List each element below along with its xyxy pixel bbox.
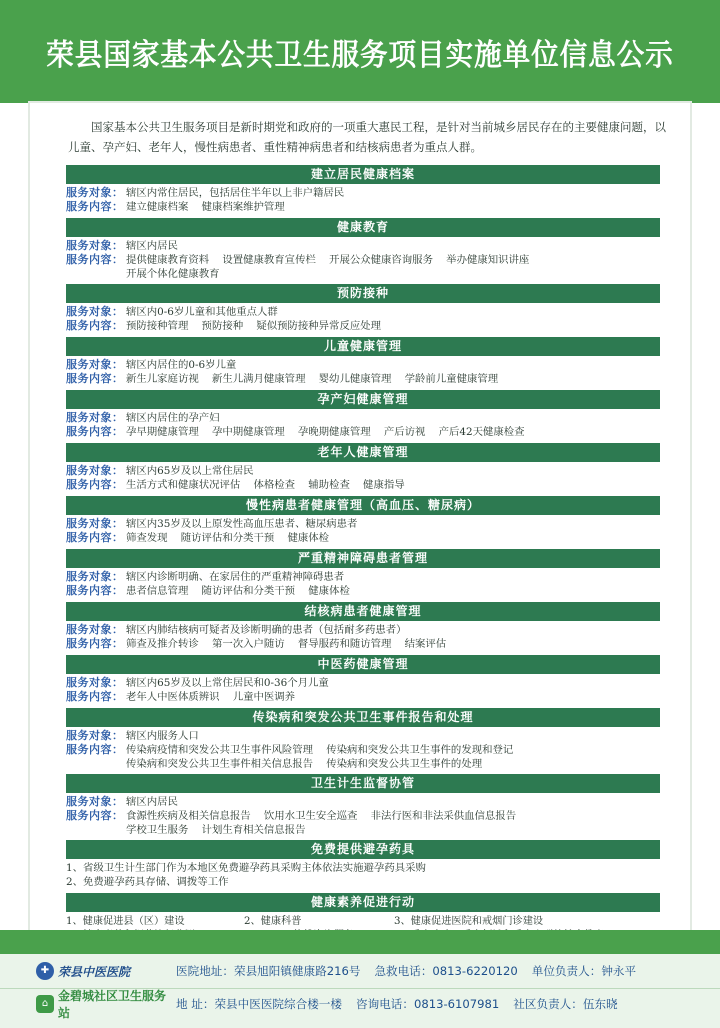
service-object-label: 服务对象： bbox=[66, 186, 124, 199]
center-logo-text: 金碧城社区卫生服务站 bbox=[58, 988, 167, 1020]
service-content-text: 老年人中医体质辨识 儿童中医调养 bbox=[126, 691, 296, 703]
section-header: 预防接种 bbox=[66, 284, 660, 303]
service-object-label: 服务对象： bbox=[66, 570, 124, 583]
section-body bbox=[66, 237, 660, 284]
service-object-label: 服务对象： bbox=[66, 517, 124, 530]
service-content-row bbox=[66, 372, 660, 386]
service-content-text: 预防接种管理 预防接种 疑似预防接种异常反应处理 bbox=[126, 320, 382, 332]
service-content-row bbox=[66, 531, 660, 545]
service-content-text: 建立健康档案 健康档案维护管理 bbox=[126, 201, 285, 213]
center-address: 地 址：荣县中医医院综合楼一楼 bbox=[176, 996, 342, 1011]
section-header: 结核病患者健康管理 bbox=[66, 602, 660, 621]
section-body bbox=[66, 621, 660, 655]
service-object-row bbox=[66, 239, 660, 253]
service-section bbox=[66, 284, 660, 337]
service-content-label: 服务内容： bbox=[66, 425, 124, 438]
service-section bbox=[66, 443, 660, 496]
service-section bbox=[66, 655, 660, 708]
health-literacy-item: 2、健康科普 bbox=[244, 916, 302, 927]
service-content-label: 服务内容： bbox=[66, 809, 124, 822]
service-object-text: 辖区内常住居民，包括居住半年以上非户籍居民 bbox=[126, 187, 345, 199]
center-logo-icon: ⌂ bbox=[36, 995, 54, 1013]
hospital-logo-text: 荣县中医医院 bbox=[58, 964, 131, 979]
service-object-label: 服务对象： bbox=[66, 411, 124, 424]
service-section bbox=[66, 218, 660, 284]
section-body bbox=[66, 515, 660, 549]
service-object-row bbox=[66, 517, 660, 531]
service-object-text: 辖区内服务人口 bbox=[126, 730, 199, 742]
service-object-row bbox=[66, 305, 660, 319]
center-info-row bbox=[0, 988, 720, 1018]
service-object-text: 辖区内35岁及以上原发性高血压患者、糖尿病患者 bbox=[126, 518, 358, 530]
section-body bbox=[66, 409, 660, 443]
service-content-row bbox=[66, 425, 660, 439]
service-section bbox=[66, 165, 660, 218]
service-object-row bbox=[66, 729, 660, 743]
service-object-label: 服务对象： bbox=[66, 729, 124, 742]
service-object-label: 服务对象： bbox=[66, 464, 124, 477]
service-content-label: 服务内容： bbox=[66, 743, 124, 756]
section-body bbox=[66, 859, 660, 893]
section-header: 建立居民健康档案 bbox=[66, 165, 660, 184]
service-content-text: 孕早期健康管理 孕中期健康管理 孕晚期健康管理 产后访视 产后42天健康检查 bbox=[126, 426, 525, 438]
footer bbox=[0, 954, 720, 1028]
service-content-row bbox=[66, 637, 660, 651]
service-content-label: 服务内容： bbox=[66, 584, 124, 597]
service-object-label: 服务对象： bbox=[66, 358, 124, 371]
service-content-row bbox=[66, 253, 660, 281]
section-body bbox=[66, 303, 660, 337]
section-body bbox=[66, 184, 660, 218]
section-header: 健康素养促进行动 bbox=[66, 893, 660, 912]
service-object-row bbox=[66, 570, 660, 584]
service-object-row bbox=[66, 676, 660, 690]
free-contraceptives-line: 2、免费避孕药具存储、调拨等工作 bbox=[66, 876, 229, 888]
section-body bbox=[66, 356, 660, 390]
section-body bbox=[66, 462, 660, 496]
service-object-row bbox=[66, 623, 660, 637]
health-literacy-item: 3、健康促进医院和戒烟门诊建设 bbox=[394, 916, 544, 927]
section-header: 中医药健康管理 bbox=[66, 655, 660, 674]
service-content-text: 患者信息管理 随访评估和分类干预 健康体检 bbox=[126, 585, 350, 597]
service-object-text: 辖区内居民 bbox=[126, 240, 178, 252]
service-content-text: 食源性疾病及相关信息报告 饮用水卫生安全巡查 非法行医和非法采供血信息报告 学校卫生服务 计划生育相关信息报告 bbox=[126, 810, 517, 836]
intro-paragraph: 国家基本公共卫生服务项目是新时期党和政府的一项重大惠民工程，是针对当前城乡居民存在的主要健康问题，以儿童、孕产妇、老年人，慢性病患者、重性精神病患者和结核病患者为重点人群。 bbox=[68, 120, 666, 154]
service-content-label: 服务内容： bbox=[66, 253, 124, 266]
section-header: 严重精神障碍患者管理 bbox=[66, 549, 660, 568]
hospital-emergency-phone: 急救电话：0813-6220120 bbox=[374, 964, 518, 978]
service-content-label: 服务内容： bbox=[66, 690, 124, 703]
service-object-text: 辖区内居住的孕产妇 bbox=[126, 412, 220, 424]
section-header: 孕产妇健康管理 bbox=[66, 390, 660, 409]
section-body bbox=[66, 793, 660, 840]
service-content-label: 服务内容： bbox=[66, 478, 124, 491]
health-literacy-item: 1、健康促进县（区）建设 bbox=[66, 916, 185, 927]
service-object-row bbox=[66, 795, 660, 809]
center-leader: 社区负责人：伍东晓 bbox=[513, 996, 618, 1011]
service-object-text: 辖区内肺结核病可疑者及诊断明确的患者（包括耐多药患者） bbox=[126, 624, 407, 636]
service-object-text: 辖区内居民 bbox=[126, 796, 178, 808]
center-consult-phone: 咨询电话：0813-6107981 bbox=[356, 996, 500, 1011]
service-content-row bbox=[66, 690, 660, 704]
service-section bbox=[66, 774, 660, 840]
hospital-leader: 单位负责人：钟永平 bbox=[531, 964, 637, 978]
service-object-label: 服务对象： bbox=[66, 239, 124, 252]
hospital-info-row bbox=[0, 956, 720, 986]
service-content-text: 新生儿家庭访视 新生儿满月健康管理 婴幼儿健康管理 学龄前儿童健康管理 bbox=[126, 373, 499, 385]
hospital-address: 医院地址：荣县旭阳镇健康路216号 bbox=[176, 964, 361, 978]
service-content-row bbox=[66, 584, 660, 598]
free-contraceptives-line: 1、省级卫生计生部门作为本地区免费避孕药具采购主体依法实施避孕药具采购 bbox=[66, 862, 426, 874]
service-object-row bbox=[66, 358, 660, 372]
section-header: 儿童健康管理 bbox=[66, 337, 660, 356]
service-content-row bbox=[66, 809, 660, 837]
content-sheet bbox=[30, 103, 690, 930]
page-title: 荣县国家基本公共卫生服务项目实施单位信息公示 bbox=[46, 37, 674, 73]
service-content-row bbox=[66, 319, 660, 333]
hospital-logo-icon: ✚ bbox=[36, 962, 54, 980]
service-content-row bbox=[66, 200, 660, 214]
section-body bbox=[66, 674, 660, 708]
service-section bbox=[66, 337, 660, 390]
service-content-row bbox=[66, 478, 660, 492]
service-object-label: 服务对象： bbox=[66, 305, 124, 318]
service-content-label: 服务内容： bbox=[66, 372, 124, 385]
section-header: 传染病和突发公共卫生事件报告和处理 bbox=[66, 708, 660, 727]
service-content-label: 服务内容： bbox=[66, 200, 124, 213]
service-object-row bbox=[66, 186, 660, 200]
section-header: 卫生计生监督协管 bbox=[66, 774, 660, 793]
section-header: 老年人健康管理 bbox=[66, 443, 660, 462]
service-content-label: 服务内容： bbox=[66, 319, 124, 332]
service-object-label: 服务对象： bbox=[66, 795, 124, 808]
service-section bbox=[66, 496, 660, 549]
service-object-label: 服务对象： bbox=[66, 676, 124, 689]
section-header: 健康教育 bbox=[66, 218, 660, 237]
section-header: 慢性病患者健康管理（高血压、糖尿病） bbox=[66, 496, 660, 515]
footer-divider-bar bbox=[0, 930, 720, 954]
service-sections bbox=[66, 165, 660, 943]
service-section bbox=[66, 549, 660, 602]
service-object-text: 辖区内65岁及以上常住居民 bbox=[126, 465, 254, 477]
service-section bbox=[66, 390, 660, 443]
service-section bbox=[66, 602, 660, 655]
service-object-text: 辖区内诊断明确、在家居住的严重精神障碍患者 bbox=[126, 571, 345, 583]
service-object-text: 辖区内居住的0-6岁儿童 bbox=[126, 359, 237, 371]
title-banner bbox=[0, 0, 720, 103]
section-body bbox=[66, 727, 660, 774]
service-object-label: 服务对象： bbox=[66, 623, 124, 636]
free-contraceptives-section bbox=[66, 840, 660, 893]
service-object-text: 辖区内65岁及以上常住居民和0-36个月儿童 bbox=[126, 677, 329, 689]
service-section bbox=[66, 708, 660, 774]
service-content-row bbox=[66, 743, 660, 771]
section-body bbox=[66, 568, 660, 602]
service-content-text: 提供健康教育资料 设置健康教育宣传栏 开展公众健康咨询服务 举办健康知识讲座 开展个体化健康教育 bbox=[126, 254, 530, 280]
service-content-text: 生活方式和健康状况评估 体格检查 辅助检查 健康指导 bbox=[126, 479, 405, 491]
service-object-row bbox=[66, 411, 660, 425]
service-content-label: 服务内容： bbox=[66, 531, 124, 544]
service-content-text: 筛查及推介转诊 第一次入户随访 督导服药和随访管理 结案评估 bbox=[126, 638, 447, 650]
section-header: 免费提供避孕药具 bbox=[66, 840, 660, 859]
service-object-text: 辖区内0-6岁儿童和其他重点人群 bbox=[126, 306, 278, 318]
service-content-text: 传染病疫情和突发公共卫生事件风险管理 传染病和突发公共卫生事件的发现和登记 传染病和突发公共卫生事件相关信息报告 传染病和突发公共卫生事件的处理 bbox=[126, 744, 514, 770]
service-content-label: 服务内容： bbox=[66, 637, 124, 650]
service-object-row bbox=[66, 464, 660, 478]
service-content-text: 筛查发现 随访评估和分类干预 健康体检 bbox=[126, 532, 330, 544]
